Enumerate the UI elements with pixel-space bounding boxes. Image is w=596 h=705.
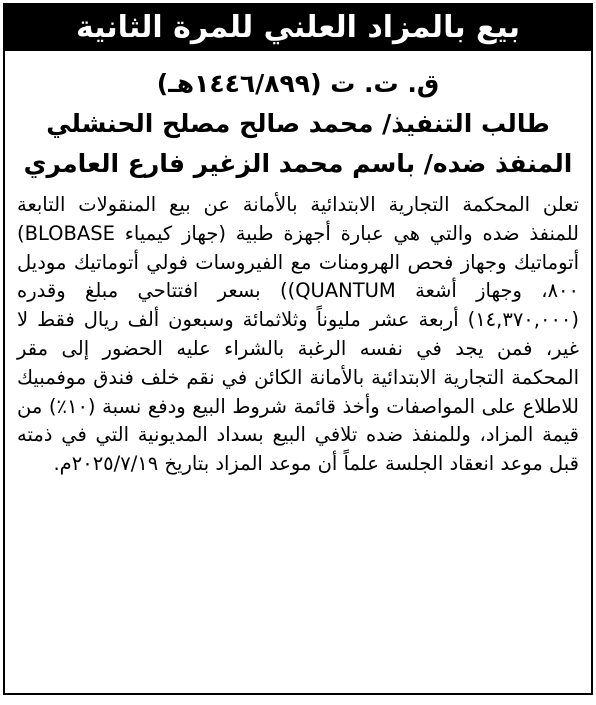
debtor-line: المنفذ ضده/ باسم محمد الزغير فارع العامري bbox=[23, 149, 573, 178]
notice-banner bbox=[5, 5, 591, 51]
auction-notice bbox=[3, 3, 593, 695]
notice-body: تعلن المحكمة التجارية الابتدائية بالأمانة عن بيع المنقولات التابعة للمنفذ ضده والتي هي عبارة أجهزة طبية (جهاز كيمياء BLOBASE) أتوماتيك وجهاز فحص الهرومنات مع الفيروسات فولي أتوماتيك موديل ٨٠٠، وجهاز أشعة QUANTUM)) بسعر افتتاحي مبلغ وقدره (١٤,٣٧٠,٠٠٠) أربعة عشر مليوناً وثلاثمائة وسبعون ألف ريال فقط لا غير، فمن يجد في نفسه الرغبة بالشراء عليه الحضور إلى مقر المحكمة التجارية الابتدائية بالأمانة الكائن في نقم خلف فندق موفمبيك للاطلاع على المواصفات وأخذ قائمة شروط البيع ودفع نسبة (١٠٪) من قيمة المزاد، وللمنفذ ضده تلافي البيع بسداد المديونية التي في ذمته قبل موعد انعقاد الجلسة علماً أن موعد المزاد بتاريخ ٢٠٢٥/٧/١٩م. bbox=[17, 193, 579, 476]
case-number: ق. ت. ت (١٤٤٦/٨٩٩هـ) bbox=[156, 69, 440, 98]
creditor-line: طالب التنفيذ/ محمد صالح مصلح الحنشلي bbox=[46, 109, 550, 138]
banner-title: بيع بالمزاد العلني للمرة الثانية bbox=[75, 10, 521, 45]
